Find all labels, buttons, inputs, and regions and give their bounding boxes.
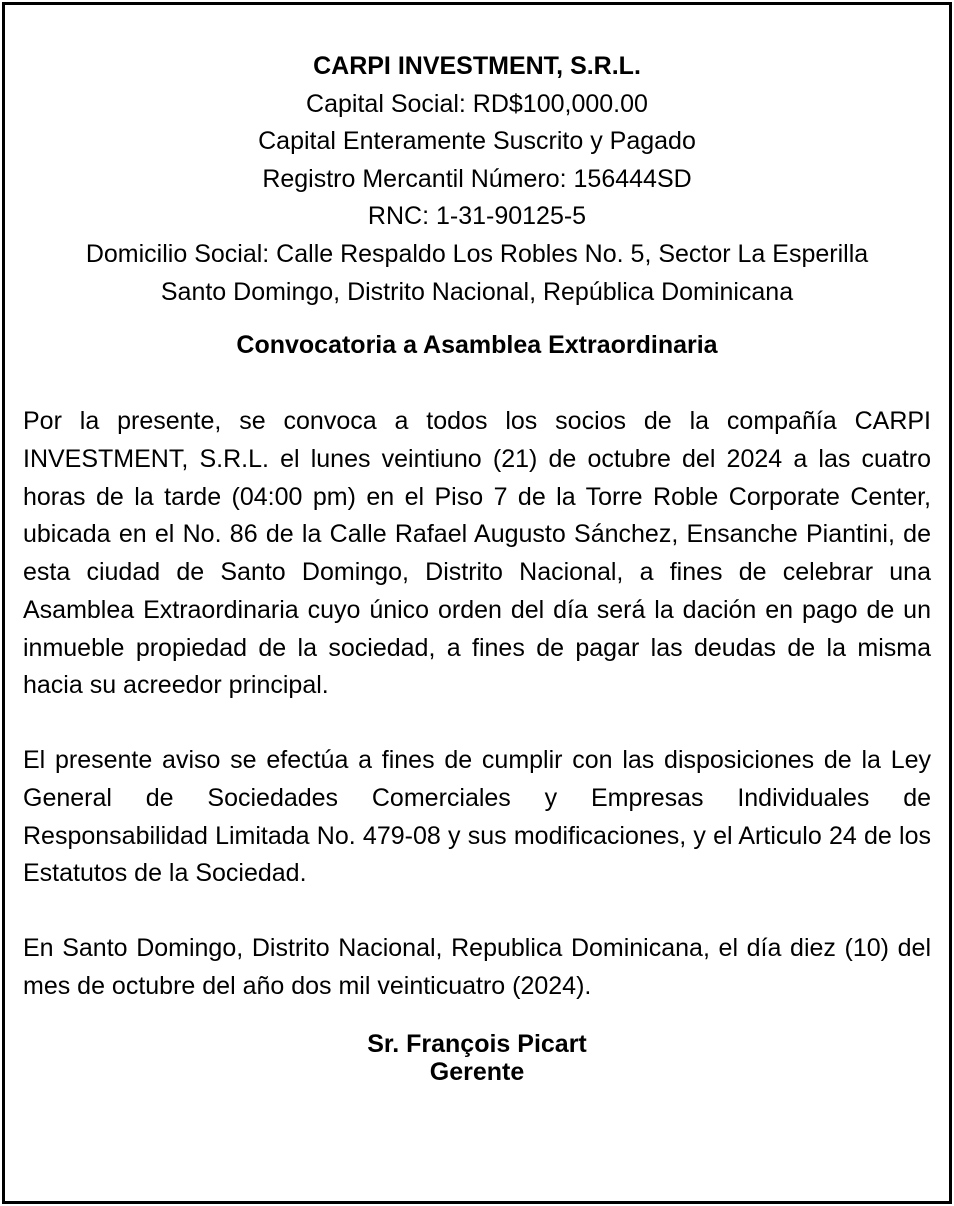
notice-title: Convocatoria a Asamblea Extraordinaria bbox=[236, 331, 718, 360]
signatory-role: Gerente bbox=[429, 1058, 525, 1087]
signatory-name: Sr. François Picart bbox=[367, 1029, 587, 1058]
paragraph-disposiciones: El presente aviso se efectúa a fines de cumplir con las disposiciones de la Ley General de Sociedades Comerciales y Empresas Individuales de Responsabilidad Limitada No. 479-08 y sus modificaciones, y el Articulo 24 de los Estatutos de la Sociedad. bbox=[23, 746, 931, 888]
rnc-number: RNC: 1-31-90125-5 bbox=[367, 202, 587, 231]
registro-mercantil: Registro Mercantil Número: 156444SD bbox=[262, 164, 692, 193]
capital-status: Capital Enteramente Suscrito y Pagado bbox=[258, 127, 696, 156]
notice-content bbox=[23, 5, 931, 1087]
paragraph-convocatoria: Por la presente, se convoca a todos los socios de la compañía CARPI INVESTMENT, S.R.L. el lunes veintiuno (21) de octubre del 2024 a las cuatro horas de la tarde (04:00 pm) en el Piso 7 de la Torre Roble Corporate Center, ubicada en el No. 86 de la Calle Rafael Augusto Sánchez, Ensanche Piantini, de esta ciudad de Santo Domingo, Distrito Nacional, a fines de celebrar una Asamblea Extraordinaria cuyo único orden del día será la dación en pago de un inmueble propiedad de la sociedad, a fines de pagar las deudas de la misma hacia su acreedor principal. bbox=[23, 407, 931, 700]
capital-social: Capital Social: RD$100,000.00 bbox=[306, 89, 648, 118]
signature-block bbox=[23, 1030, 931, 1087]
notice-frame bbox=[2, 2, 952, 1204]
company-name: CARPI INVESTMENT, S.R.L. bbox=[313, 52, 641, 80]
paragraph-fecha: En Santo Domingo, Distrito Nacional, Republica Dominicana, el día diez (10) del mes de octubre del año dos mil veinticuatro (2024). bbox=[23, 934, 931, 1000]
company-header bbox=[23, 48, 931, 311]
domicilio-ciudad: Santo Domingo, Distrito Nacional, República Dominicana bbox=[160, 277, 794, 306]
domicilio-social: Domicilio Social: Calle Respaldo Los Robles No. 5, Sector La Esperilla bbox=[85, 239, 869, 268]
